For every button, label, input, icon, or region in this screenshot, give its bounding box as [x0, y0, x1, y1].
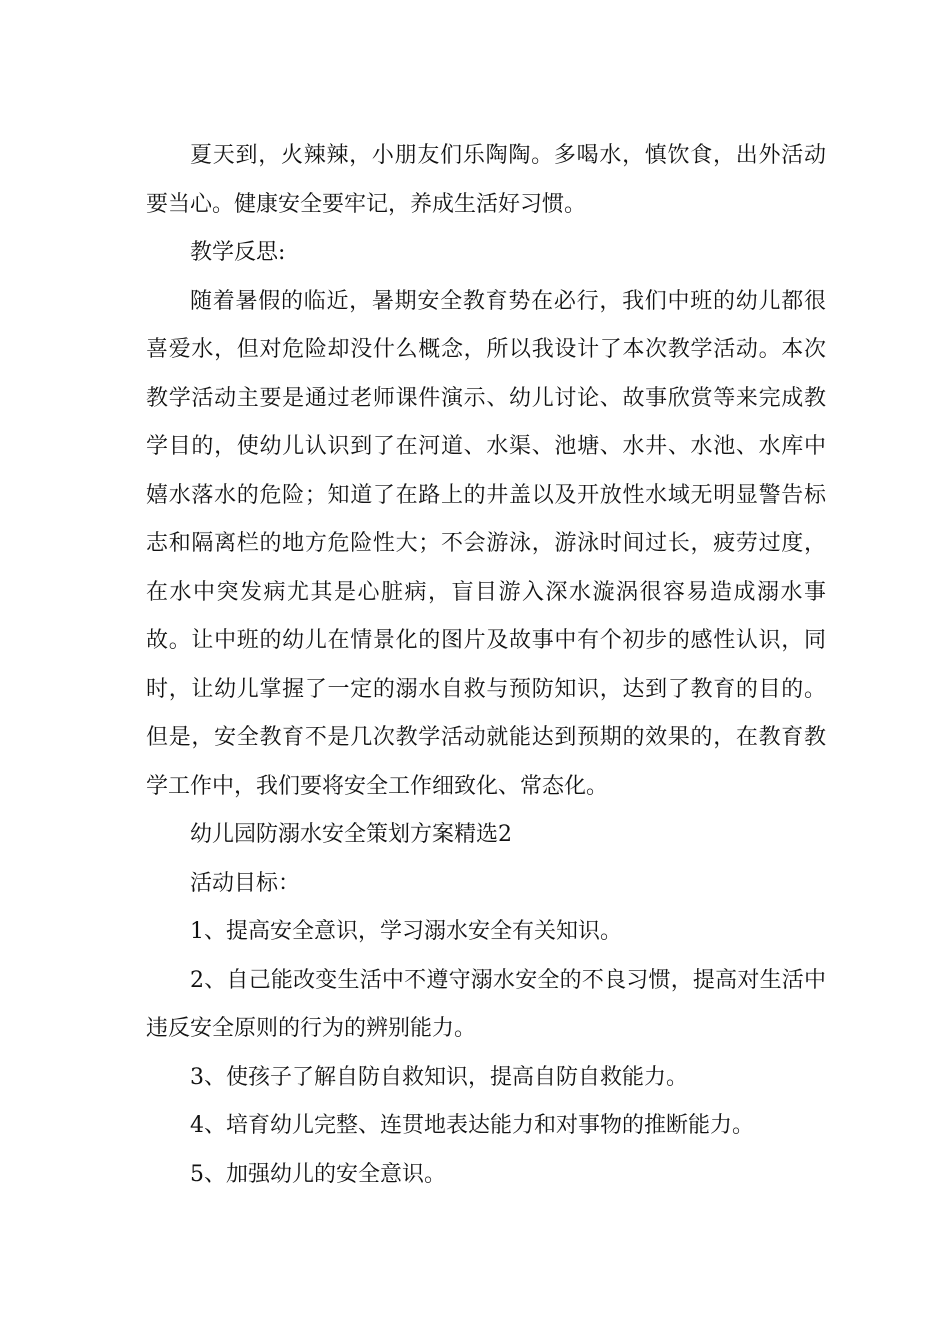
teaching-reflection-heading: 教学反思: [190, 240, 286, 265]
document-body [146, 132, 826, 1199]
goal-item-1: 1、提高安全意识，学习溺水安全有关知识。 [190, 919, 622, 944]
goal-item-2: 2、自己能改变生活中不遵守溺水安全的不良习惯，提高对生活中违反安全原则的行为的辨别能力。 [146, 967, 826, 1041]
activity-goals-heading: 活动目标： [190, 870, 301, 896]
goal-item-3: 3、使孩子了解自防自救知识，提高自防自救能力。 [190, 1064, 688, 1090]
teaching-reflection-paragraph: 随着暑假的临近，暑期安全教育势在必行，我们中班的幼儿都很喜爱水，但对危险却没什么概念，所以我设计了本次教学活动。本次教学活动主要是通过老师课件演示、幼儿讨论、故事欣赏等来完成教学目的，使幼儿认识到了在河道、水渠、池塘、水井、水池、水库中嬉水落水的危险；知道了在路上的井盖以及开放性水域无明显警告标志和隔离栏的地方危险性大；不会游泳，游泳时间过长，疲劳过度，在水中突发病尤其是心脏病，盲目游入深水漩涡很容易造成溺水事故。让中班的幼儿在情景化的图片及故事中有个初步的感性认识，同时，让幼儿掌握了一定的溺水自救与预防知识，达到了教育的目的。但是，安全教育不是几次教学活动就能达到预期的效果的，在教育教学工作中，我们要将安全工作细致化、常态化。 [146, 288, 826, 799]
summer-safety-rhyme: 夏天到，火辣辣，小朋友们乐陶陶。多喝水，慎饮食，出外活动要当心。健康安全要牢记，养成生活好习惯。 [146, 143, 826, 217]
goal-item-5: 5、加强幼儿的安全意识。 [190, 1161, 446, 1187]
section-title: 幼儿园防溺水安全策划方案精选2 [190, 822, 512, 847]
goal-item-4: 4、培育幼儿完整、连贯地表达能力和对事物的推断能力。 [190, 1113, 754, 1138]
